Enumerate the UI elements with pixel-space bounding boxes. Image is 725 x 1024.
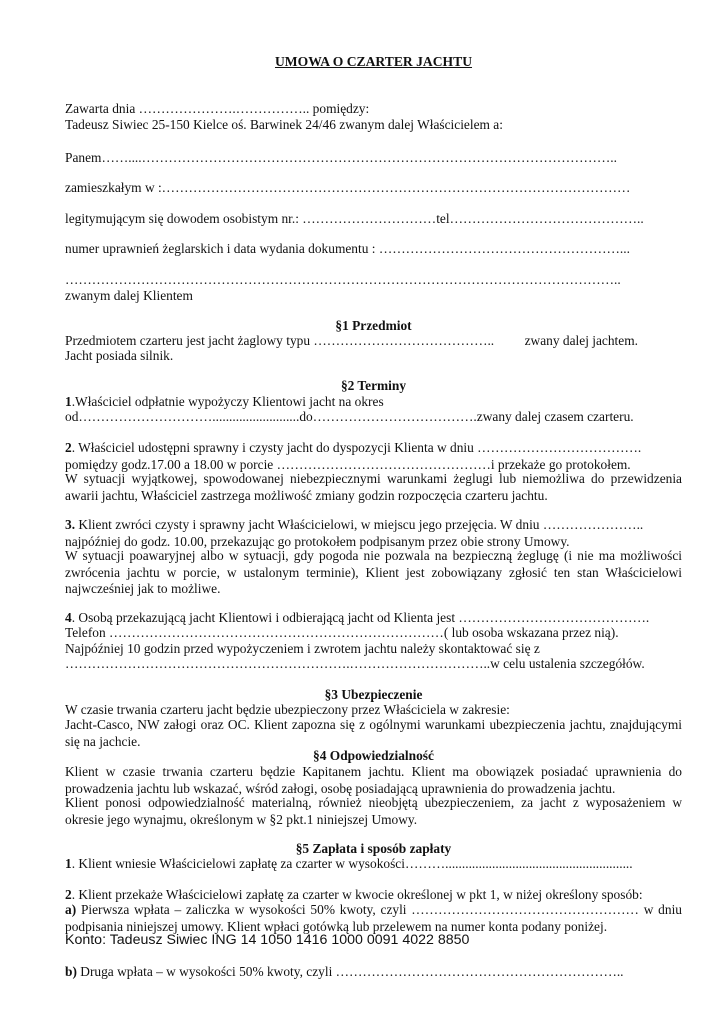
- section-2-p1-text: .Właściciel odpłatnie wypożyczy Klientowi jacht na okres: [71, 394, 384, 409]
- section-2-p4-number: 4: [65, 610, 72, 625]
- section-4-heading: §4 Odpowiedzialność: [313, 748, 434, 763]
- section-2-p4-text: . Osobą przekazującą jacht Klientowi i odbierającą jacht od Klienta jest …………………………………….: [71, 610, 650, 625]
- bank-account: Konto: Tadeusz Siwiec ING 14 1050 1416 1000 0091 4022 8850: [65, 932, 470, 948]
- section-4-p2: Klient ponosi odpowiedzialność materialną, również nieobjętą ubezpieczeniem, za jacht z wyposażeniem w okresie jego wynajmu, określonym w §2 pkt.1 niniejszej Umowy.: [65, 795, 682, 827]
- section-2-p2-number: 2: [65, 440, 72, 455]
- section-2-p4-line2: Telefon …………………………………………………………………( lub osoba wskazana przez nią).: [65, 625, 619, 640]
- section-3-heading: §3 Ubezpieczenie: [324, 687, 423, 702]
- field-zamieszkaly: zamieszkałym w :……………………………………………………………………………………………: [65, 180, 631, 195]
- field-blank-line: ……………………………………………………………………………………………………………..: [65, 272, 621, 287]
- section-5-a: [65, 902, 682, 935]
- section-1-engine: Jacht posiada silnik.: [65, 348, 174, 363]
- section-2-p2: [65, 440, 655, 473]
- section-2-p4-line3: Najpóźniej 10 godzin przed wypożyczeniem i zwrotem jachtu należy skontaktować się z: [65, 641, 540, 656]
- section-5-a-text: Pierwsza wpłata – zaliczka w wysokości 50% kwoty, czyli …………………………………………… w dniu podpisania niniejszej umowy. Klient wpłaci gotówką lub przelewem na numer konta podany poniżej.: [65, 902, 682, 934]
- section-5-p1-number: 1: [65, 856, 72, 871]
- section-2-p4-line4: ……………………………………………………….…………………………..w celu ustalenia szczegółów.: [65, 656, 645, 671]
- intro-owner-line: Tadeusz Siwiec 25-150 Kielce oś. Barwinek 24/46 zwanym dalej Właścicielem a:: [65, 117, 503, 132]
- section-2-p3: [65, 517, 665, 550]
- section-5-b: [65, 964, 682, 981]
- section-2-p2-text: . Właściciel udostępni sprawny i czysty jacht do dyspozycji Klienta w dniu ………………………………. pomiędzy godz.17.00 a 18.00 w porcie …………………………………………i przekaże go protokołem.: [65, 440, 642, 472]
- section-2-p2-extra: W sytuacji wyjątkowej, spowodowanej niebezpiecznymi warunkami żeglugi lub niemożliwa do przewidzenia awarii jachtu, Właściciel zastrzega możliwość zmiany godzin rozpoczęcia czarteru jachtu.: [65, 471, 682, 503]
- intro-date-line: Zawarta dnia ………………….…………….. pomiędzy:: [65, 101, 370, 116]
- section-5-p2-text: . Klient przekaże Właścicielowi zapłatę za czarter w kwocie określonej w pkt 1, w niżej określony sposób:: [71, 887, 643, 902]
- section-1-yacht-name: zwany dalej jachtem.: [524, 333, 638, 348]
- section-2-p1-line2: od…………………………..........................do……………………………….zwany dalej czasem czarteru.: [65, 409, 634, 424]
- section-5-heading: §5 Zapłata i sposób zapłaty: [295, 841, 452, 856]
- field-panem: Panem……....……………………………………………………………………………………………..: [65, 150, 617, 165]
- section-2-p3-extra: W sytuacji poawaryjnej albo w sytuacji, gdy pogoda nie pozwala na bezpieczną żeglugę (i nie ma możliwości zwrócenia jachtu w porcie, w ustalonym terminie), Klient jest zobowiązany zgłosić ten stan Właścicielowi najwcześniej jak to możliwe.: [65, 548, 682, 596]
- section-5-p2-number: 2: [65, 887, 72, 902]
- section-5-b-text: Druga wpłata – w wysokości 50% kwoty, czyli ………………………………………………………..: [76, 964, 624, 979]
- section-5-p1: [65, 856, 682, 873]
- section-5-b-label: b): [65, 964, 77, 979]
- section-1-heading: §1 Przedmiot: [335, 318, 412, 333]
- section-5-a-label: a): [65, 902, 77, 917]
- section-2-p1-number: 1: [65, 394, 72, 409]
- client-label: zwanym dalej Klientem: [65, 288, 193, 303]
- section-1-yacht-type: Przedmiotem czarteru jest jacht żaglowy typu …………………………………..: [65, 333, 495, 348]
- document-title: UMOWA O CZARTER JACHTU: [274, 54, 473, 69]
- section-3-line1: W czasie trwania czarteru jacht będzie ubezpieczony przez Właściciela w zakresie:: [65, 702, 510, 717]
- section-5-p1-text: . Klient wniesie Właścicielowi zapłatę za czarter w wysokości………........................................................: [71, 856, 633, 871]
- field-uprawnienia: numer uprawnień żeglarskich i data wydania dokumentu : ………………………………………………...: [65, 241, 630, 256]
- section-4-p1: Klient w czasie trwania czarteru będzie Kapitanem jachtu. Klient ma obowiązek posiadać uprawnienia do prowadzenia jachtu lub wskazać, wśród załogi, osobę posiadającą uprawnienia do prowadzenia jachtu.: [65, 764, 682, 796]
- field-dowod: legitymującym się dowodem osobistym nr.: …………………………tel……………………………………..: [65, 211, 644, 226]
- section-2-p3-number: 3.: [65, 517, 76, 532]
- section-3-text: Jacht-Casco, NW załogi oraz OC. Klient zapozna się z ogólnymi warunkami ubezpieczenia jachtu, znajdującymi się na jachcie.: [65, 717, 682, 749]
- section-2-p3-text: Klient zwróci czysty i sprawny jacht Właścicielowi, w miejscu jego przejęcia. W dniu ………………….. najpóźniej do godz. 10.00, przekazując go protokołem podpisanym przez obie strony Umowy.: [65, 517, 644, 549]
- section-2-heading: §2 Terminy: [340, 378, 407, 393]
